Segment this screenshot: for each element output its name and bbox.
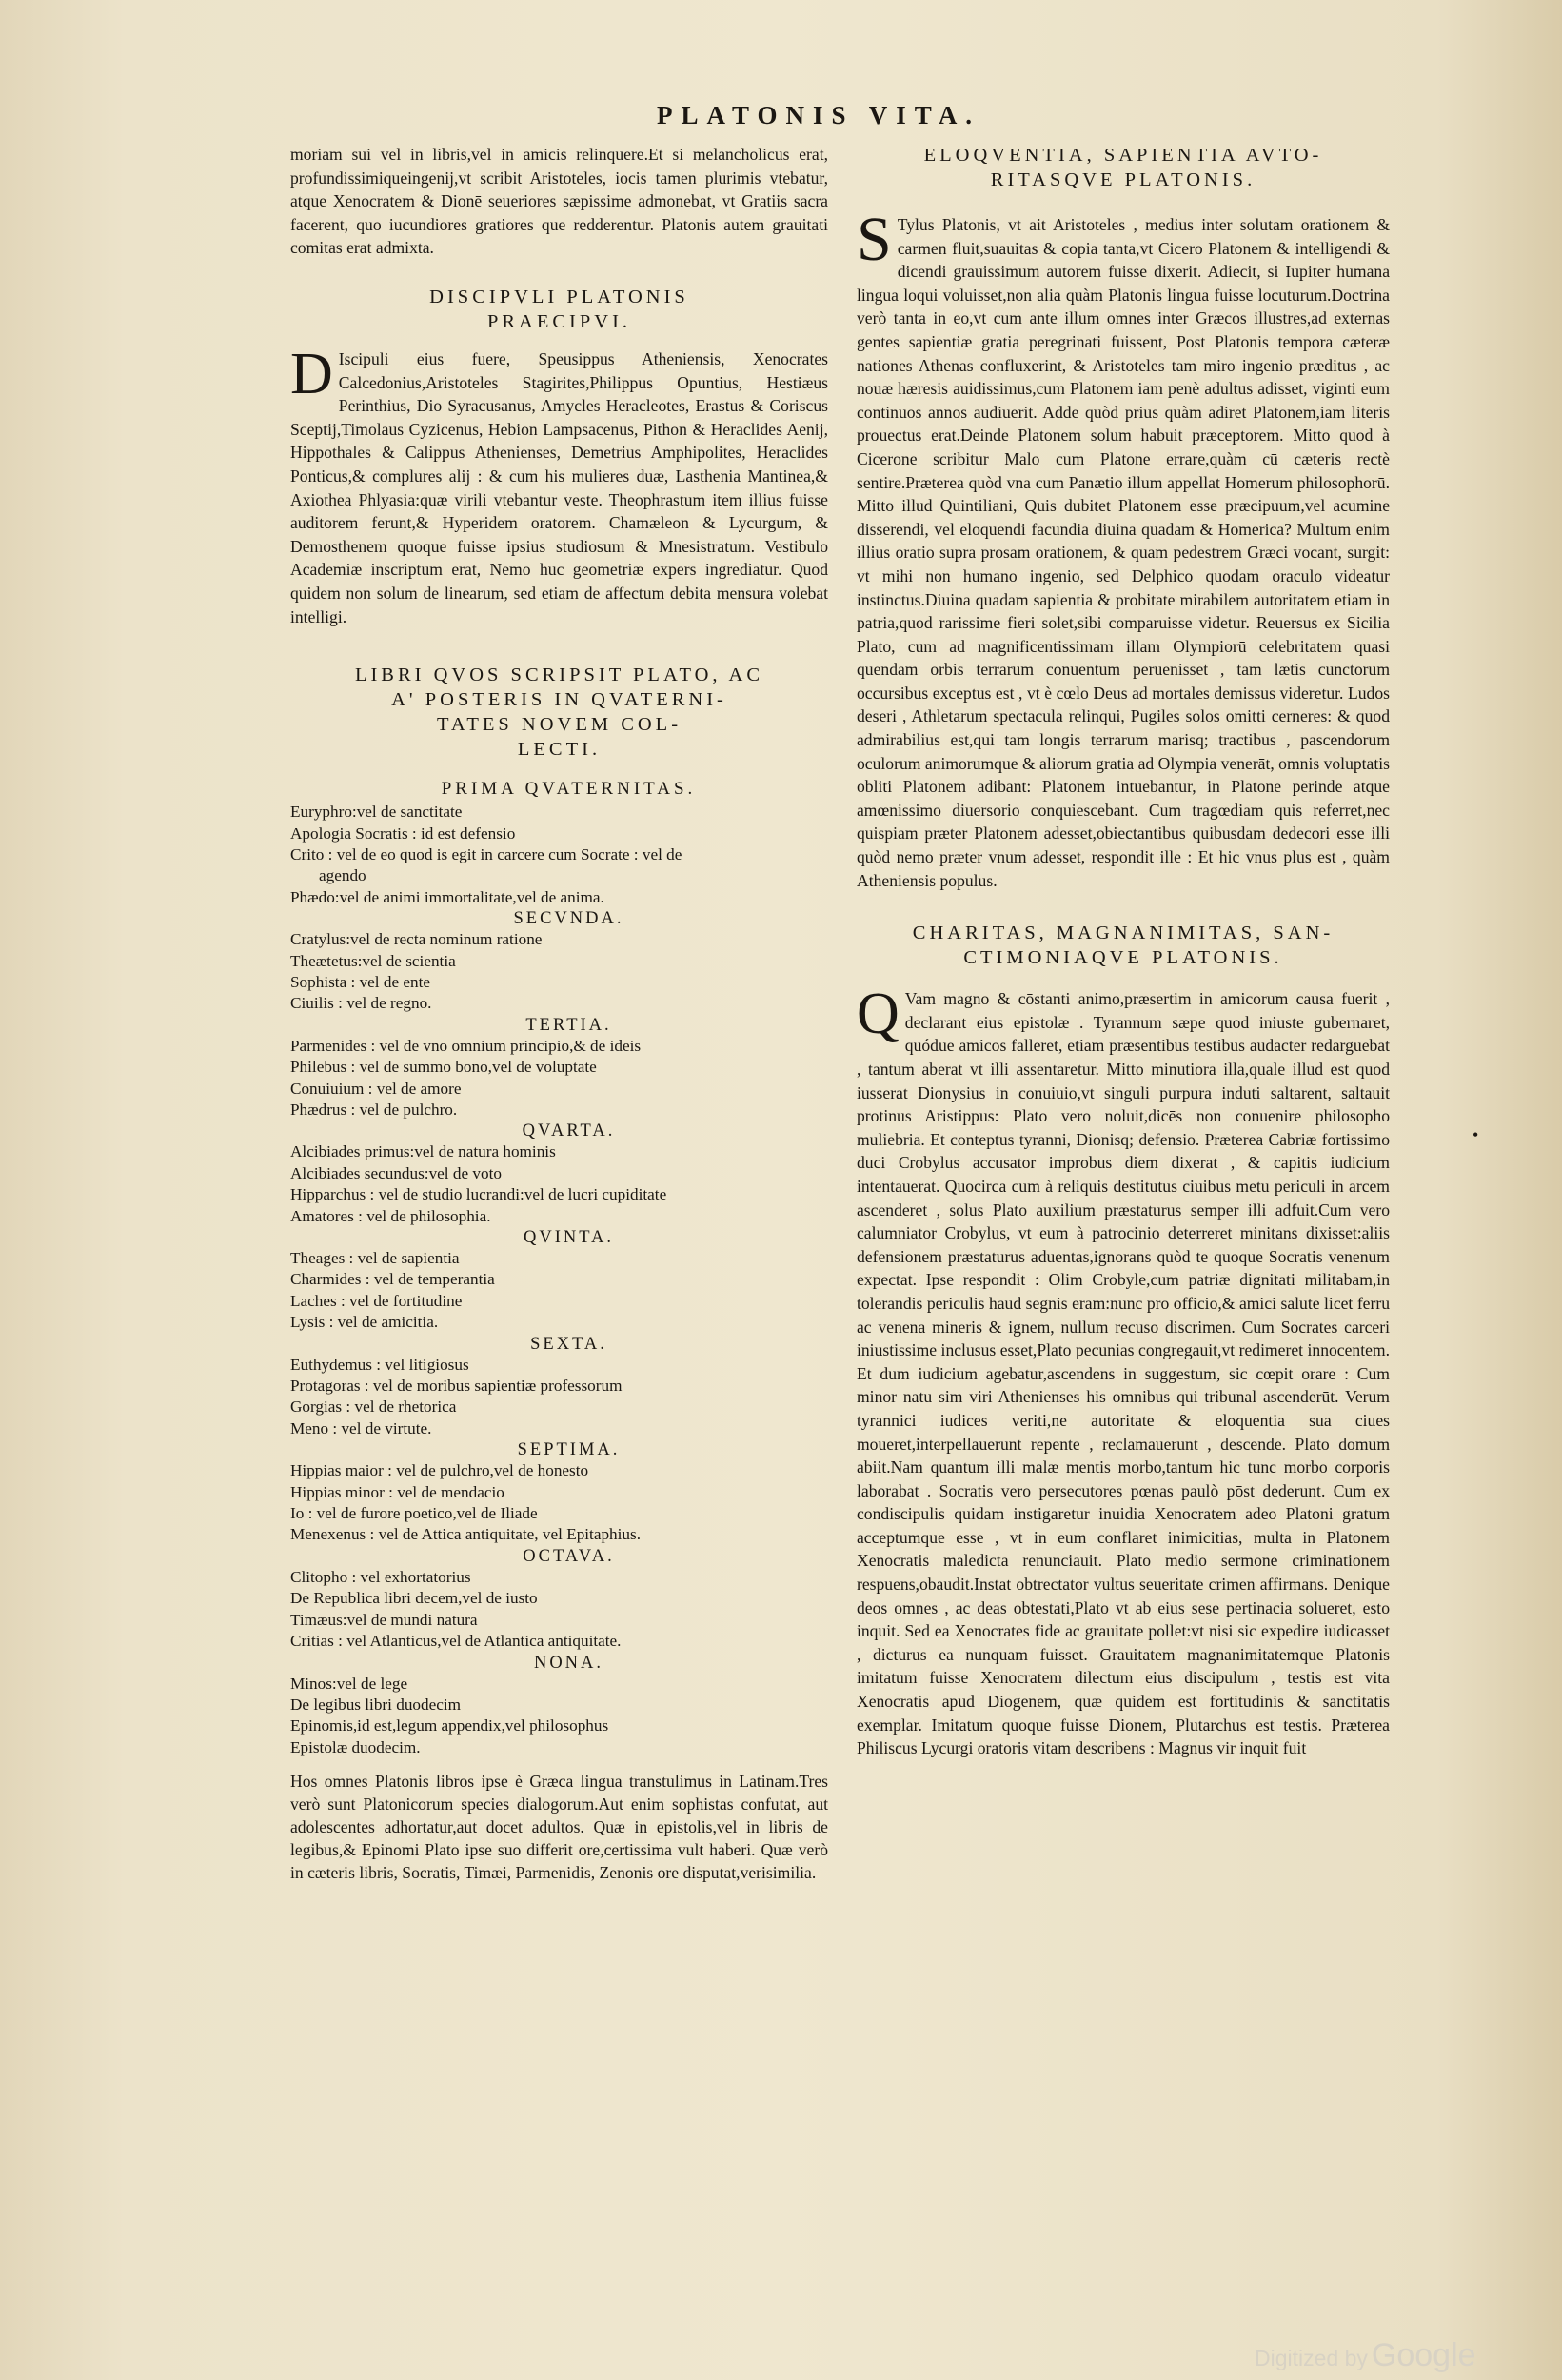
list-item: Alcibiades secundus:vel de voto: [290, 1163, 502, 1182]
list-item: De legibus libri duodecim: [290, 1695, 462, 1714]
list-item: Clitopho : vel exhortatorius: [290, 1567, 471, 1586]
eloquentia-text: Tylus Platonis, vt ait Aristoteles , medius inter solutam orationem & carmen fluit,suauitas & copia tanta,vt Cicero Platonem & intelligendi & dicendi grauissimum autorem fuisse dixerit. Adiecit, si Iupiter humana lingua loqui voluisset,non alia quàm Platonis lingua fuisse locuturum.Doctrina verò tanta in eo,vt cum ante illum omnes inter Græcos illustres,ad externas gentes sapientiæ gratia peregrinati fuissent, Post Platonis tempora cæteræ nationes Athenas confluxerint, & Aristoteles tam miro ingenio præditus , ac nouæ hæresis auidissimus,cum Platonem iam penè adultus adisset, viginti eum continuos annos audiuerit. Adde quòd prius quàm adiret Platonem,iam literis prouectus erat.Deinde Platonem solum habuit præceptorem. Mitto quod à Cicerone scribitur Malo cum Platone errare,quàm cū cæteris rectè sentire.Præterea quòd vna cum Panætio illum appellat Homerum philosophorū. Mitto illud Quintiliani, Quis dubitet Platonem esse præcipuum,vel acumine disserendi, vel eloquendi facundia diuina quadam & Homerica? Multum enim illius oratio supra prosam orationem, & quam pedestrem Græci vocant, surgit: vt mihi non humano ingenio, sed Delphico quodam oraculo videatur instinctus.Diuina quadam sapientia & probitate mirabilem autoritatem etiam in patria,quod rarissime fieri solet,sibi comparuisse videtur. Reuersus ex Sicilia Plato, cum ad magnificentissimam illam Olympiorū celebritatem quasi quendam orbis terrarum conuentum peruenisset , tam lætis cunctorum occursibus exceptus est , vt è cœlo Deus ad mortales demissus videretur. Ludos deseri , Athletarum spectacula relinqui, Pugiles solos omitti cerneres: & quod admirabilius est,qui tam longis terrarum marisq; tractibus , pascendorum oculorum animorumque & aliorum gratia ad Olympia venerāt, omnis voluptatis obliti Platonem adibant: Platonem intuebantur, in Platone perinde atque amœnissimo diuersorio conquiescebant. Cum tragœdiam quis referret,nec quispiam præter Platonem adesset,obiectantibus quibusdam dedecori esse illi quòd nemo præter vnum adesset, respondit ille : Et hic vnus plus est , quàm Atheniensis populus.: [857, 215, 1390, 890]
list-item: Timæus:vel de mundi natura: [290, 1610, 478, 1629]
left-column: [290, 143, 828, 1884]
book-list: [290, 1355, 828, 1440]
libri-heading-line-3: TATES NOVEM COL-: [436, 714, 682, 736]
running-head: PLATONIS VITA.: [657, 101, 981, 129]
list-item: Hipparchus : vel de studio lucrandi:vel de lucri cupiditate: [290, 1185, 667, 1204]
list-item: Io : vel de furore poetico,vel de Iliade: [290, 1504, 538, 1523]
list-item: Menexenus : vel de Attica antiquitate, vel Epitaphius.: [290, 1525, 642, 1544]
list-item: Alcibiades primus:vel de natura hominis: [290, 1142, 556, 1161]
group-heading: QVARTA.: [522, 1121, 616, 1141]
list-item: Phædo:vel de animi immortalitate,vel de anima.: [290, 887, 604, 906]
libri-heading-line-2: A' POSTERIS IN QVATERNI-: [391, 689, 727, 711]
discipuli-heading-line-2: PRAECIPVI.: [486, 310, 632, 332]
discipuli-paragraph: [290, 341, 828, 628]
discipuli-heading-line-1: DISCIPVLI PLATONIS: [429, 286, 689, 307]
list-item: Meno : vel de virtute.: [290, 1418, 432, 1438]
list-item: Theages : vel de sapientia: [290, 1249, 460, 1267]
eloquentia-heading-line-1: ELOQVENTIA, SAPIENTIA AVTO-: [923, 145, 1323, 166]
libri-heading-line-4: LECTI.: [517, 739, 602, 761]
charitas-paragraph: [857, 982, 1390, 1760]
list-item: Critias : vel Atlanticus,vel de Atlantica antiquitate.: [290, 1632, 622, 1651]
book-list: [290, 1460, 828, 1546]
group-heading: PRIMA QVATERNITAS.: [441, 779, 697, 800]
list-item: Hippias minor : vel de mendacio: [290, 1482, 504, 1501]
list-item: Charmides : vel de temperantia: [290, 1270, 495, 1289]
libri-heading-line-1: LIBRI QVOS SCRIPSIT PLATO, AC: [354, 664, 764, 686]
list-item: Cratylus:vel de recta nominum ratione: [290, 930, 543, 949]
list-item: Conuiuium : vel de amore: [290, 1079, 462, 1098]
list-item: Amatores : vel de philosophia.: [290, 1206, 491, 1225]
list-item: agendo: [319, 866, 366, 885]
book-list: [290, 802, 828, 908]
list-item: Crito : vel de eo quod is egit in carcere cum Socrate : vel de: [290, 844, 682, 863]
book-list: [290, 1141, 828, 1227]
eloquentia-paragraph: [857, 205, 1390, 892]
group-heading: OCTAVA.: [523, 1546, 615, 1566]
discipuli-text: Iscipuli eius fuere, Speusippus Atheniensis, Xenocrates Calcedonius,Aristoteles Stagirites,Philippus Opuntius, Hestiæus Perinthius, Dio Syracusanus, Amycles Heracleotes, Erastus & Coriscus Sceptij,Timolaus Cyzicenus, Hebion Lampsacenus, Pithon & Heraclides Aenij, Hippothales & Calippus Athenienses, Demetrius Amphipolites, Heraclides Ponticus,& complures alij : & cum his mulieres duæ, Lasthenia Mantinea,& Axiothea Phlyasia:quæ virili vtebantur veste. Theophrastum item illius fuisse auditorem ferunt,& Hyperidem oratorem. Chamæleon & Lycurgum, & Demosthenem quoque fuisse ipsius studiosum & Mnesistratum. Vestibulo Academiæ inscriptum erat, Nemo huc geometriæ expers ingrediatur. Quod quidem non solum de linearum, sed etiam de affectum debita mensura volebat intelligi.: [290, 348, 828, 626]
list-item: Gorgias : vel de rhetorica: [290, 1398, 457, 1417]
dropcap-d: D: [290, 341, 333, 407]
list-item: Protagoras : vel de moribus sapientiæ professorum: [290, 1377, 623, 1396]
charitas-text: Vam magno & cōstanti animo,præsertim in amicorum causa fuerit , declarant eius epistolæ . Tyrannum sæpe quod iniuste gubernaret, quódue amicos falleret, etiam præsentibus testibus audacter redarguebat , tantum aberat vt illi assentaretur. Mitto minutiora illa,quale illud est quod iusserat Dionysius in conuiuio,vt singuli purpura induti saltarent, saltauit protinus Aristippus: Plato vero noluit,dicēs non conuenire philosopho muliebria. Et conteptus tyranni, Dionisq; defensio. Præterea Cabriæ fortissimo duci Crobylus accusator improbus diem dixerat , & capitis iudicium intentauerat. Quocirca cum à reliquis destitutus ciuibus metu periculi in arcem ascenderet , solus Plato auxilium præstaturus semper illi adfuit.Cum vero calumniator Crobylus, vt eum à patrocinio deterreret minitans dixisset:aliis defensionem præstaturus aduentas,ignorans quòd te quoque Socratis venenum expectat. Ipse respondit : Olim Crobyle,cum patriæ dignitati militabam,in tolerandis periculis haud segnis eram:nunc pro officio,& amici salute licet ferrū ac venena mineris & ignem, nullum recuso discrimen. Cum Socrates carceri iniustissime inclusus esset,Plato pecunias congregauit,vt redimeret innocentem. Et dum iudicium agebatur,ascendens in suggestum, sic cœpit orare : Cum minor natu sim viri Athenienses his omnibus qui tribunal ascenderūt. Verum tyrannici iudices veriti,ne autoritate & eloquentia sua ciues moueret,interpellauerunt repente , reclamauerunt , descende. Plato domum abiit.Nam quantum illi malæ mentis morbo,tantum hic tunc morbo corporis laborabat . Socratis vero persecutores pœnas paulò pōst dederunt. Cum ex condiscipulis quidam instigaretur inuidia Xenocratem adeo Platoni gratum acceptumque esse , vt in eum conflaret inimicitias, multa in Platonem Xenocratis maledicta renunciauit. Plato medio sermone criminationem respuens,obaudit.Instat obtrectator vultus seueritate crimen affirmans. Denique deos omnes , ac deas obtestati,Plato vt ab eius sese pertinacia solueret, esto inquit. Sed ea Xenocrates fide ac grauitate pollet:vt nisi sic expedire iudicasset , dicturus ea nunquam fuisset. Grauitatem magnanimitatemque Platonis imitatum fuisse Xenocratem dilectum eius discipulum , testis est vita Xenocratis apud Diogenem, quæ quidem est fortitudinis & sanctitatis exemplar. Imitatum quoque fuisse Dionem, Plutarchus est testis. Præterea Philiscus Lycurgi oratoris vitam describens : Magnus vir inquit fuit: [857, 989, 1390, 1758]
google-logo: Google: [1371, 2337, 1476, 2373]
book-list: [290, 929, 828, 1015]
group-heading: SEPTIMA.: [517, 1440, 621, 1460]
book-list: [290, 1674, 828, 1759]
list-item: Apologia Socratis : id est defensio: [290, 823, 516, 843]
intro-paragraph: moriam sui vel in libris,vel in amicis relinquere.Et si melancholicus erat, profundissimiqueingenij,vt scribit Aristoteles, iocis tamen plurimis vtebatur, atque Xenocratem & Dionē seueriores sæpissime admonebat, vt Gratiis sacra facerent, quo iucundiores gratiores que redderentur. Platonis autem grauitati comitas erat admixta.: [290, 145, 828, 258]
list-item: De Republica libri decem,vel de iusto: [290, 1589, 538, 1608]
list-item: Euthydemus : vel litigiosus: [290, 1355, 469, 1374]
list-item: Sophista : vel de ente: [290, 972, 431, 991]
right-column: [857, 143, 1390, 1760]
list-item: Hippias maior : vel de pulchro,vel de honesto: [290, 1461, 589, 1480]
group-heading: SECVNDA.: [513, 909, 624, 929]
list-item: Euryphro:vel de sanctitate: [290, 803, 463, 822]
charitas-heading-line-2: CTIMONIAQVE PLATONIS.: [963, 947, 1283, 969]
group-heading: SEXTA.: [530, 1334, 607, 1354]
list-item: Parmenides : vel de vno omnium principio,& de ideis: [290, 1036, 642, 1055]
margin-dot-mark: •: [1473, 1125, 1479, 1144]
closing-paragraph: Hos omnes Platonis libros ipse è Græca lingua transtulimus in Latinam.Tres verò sunt Platonicorum species dialogorum.Aut enim sophistas confutat, aut adolescentes adhortatur,aut docet adultos. Quæ in epistolis,vel in libris de legibus,& Epinomi Plato ipse suo differit ore,certissima vult haberi. Quæ verò in cæteris libris, Socratis, Timæi, Parmenidis, Zenonis ore disputat,verisimilia.: [290, 1772, 828, 1883]
list-item: Theætetus:vel de scientia: [290, 951, 456, 970]
eloquentia-heading-line-2: RITASQVE PLATONIS.: [990, 169, 1256, 190]
dropcap-s: S: [857, 205, 892, 274]
group-heading: NONA.: [533, 1653, 604, 1673]
digitized-watermark: [1255, 2337, 1476, 2374]
book-list: [290, 1248, 828, 1334]
group-heading: TERTIA.: [525, 1015, 612, 1035]
list-item: Phædrus : vel de pulchro.: [290, 1100, 458, 1119]
list-item: Philebus : vel de summo bono,vel de voluptate: [290, 1058, 597, 1077]
dropcap-q: Q: [857, 982, 900, 1047]
group-heading: QVINTA.: [523, 1228, 615, 1247]
book-list: [290, 1567, 828, 1653]
list-item: Minos:vel de lege: [290, 1674, 408, 1693]
list-item: Epinomis,id est,legum appendix,vel philosophus: [290, 1716, 609, 1735]
list-item: Laches : vel de fortitudine: [290, 1291, 463, 1310]
list-item: Epistolæ duodecim.: [290, 1737, 421, 1756]
list-item: Ciuilis : vel de regno.: [290, 994, 432, 1013]
charitas-heading-line-1: CHARITAS, MAGNANIMITAS, SAN-: [912, 922, 1335, 944]
digitized-label: Digitized by: [1255, 2346, 1368, 2370]
list-item: Lysis : vel de amicitia.: [290, 1313, 439, 1332]
book-list: [290, 1036, 828, 1121]
